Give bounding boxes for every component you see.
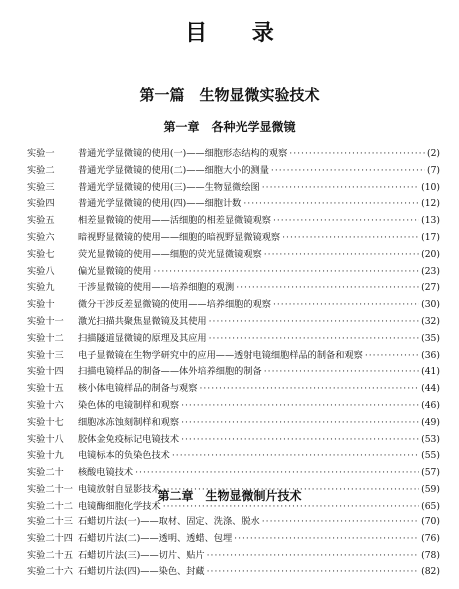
toc-entry-number: 实验二十三 [27,516,73,527]
dot-leader [273,297,419,314]
toc-entry-number: 实验六 [27,231,55,243]
toc-entry-title: 电镜放射自显影技术 [78,483,161,495]
dot-leader [181,398,419,415]
toc-entry-number: 实验十五 [27,383,64,395]
toc-entry-page: (36) [421,349,440,361]
toc-entry-page: (49) [421,416,440,428]
toc-entry-title: 激光扫描共聚焦显微镜及其使用 [78,315,207,327]
chapter-title: 第二章 生物显微制片技术 [157,489,302,503]
toc-entry [27,163,440,180]
toc-entry-number: 实验二十六 [27,566,73,578]
toc-entry-title: 细胞冰冻蚀刻制样和观察 [78,416,180,428]
toc-entry-number: 实验八 [27,265,55,277]
toc-entry [27,348,440,365]
dot-leader [262,180,419,197]
toc-entry-title: 核小体电镜样品的制备与观察 [78,383,198,395]
toc-entry [27,146,440,163]
toc-entry-page: (55) [421,450,440,462]
toc-entry-number: 实验五 [27,215,55,227]
page-title: 目 录 [185,20,274,46]
toc-entry-page: (27) [421,282,440,294]
toc-entry-number: 实验十四 [27,366,64,378]
toc-entry-number: 实验十六 [27,399,64,411]
toc-entry [27,331,440,348]
toc-entry-page: (10) [421,181,440,193]
part-title: 第一篇 生物显微实验技术 [139,86,320,104]
toc-entry-page: (32) [421,315,440,327]
toc-entry [27,381,440,398]
toc-entry-title: 石蜡切片法(四)——染色、封藏 [78,566,205,578]
toc-entry [27,280,440,297]
toc-entry-page: (78) [421,549,440,561]
toc-entry-number: 实验二十 [27,467,64,479]
toc-entry-page: (13) [421,215,440,227]
toc-entry-title: 普通光学显微镜的使用(一)——细胞形态结构的观察 [78,148,288,159]
toc-entry [27,196,440,213]
dot-leader [181,432,419,449]
toc-entry-number: 实验十八 [27,433,64,445]
toc-entry [27,432,440,449]
toc-entry-title: 胶体金免疫标记电镜技术 [78,433,180,445]
toc-entry-title: 石蜡切片法(二)——透明、透蜡、包埋 [78,532,233,544]
toc-entry [27,364,440,381]
dot-leader [209,331,420,348]
toc-entry-page: (53) [421,433,440,445]
toc-entry-number: 实验一 [27,148,55,159]
toc-entry-page: (82) [421,566,440,578]
toc-entry-title: 电镜标本的负染色技术 [78,450,170,462]
toc-entry-page: (59) [421,483,440,495]
toc-entry [27,531,440,548]
dot-leader [181,415,419,432]
toc-entry-number: 实验二十一 [27,483,73,495]
toc-entry-page: (12) [421,198,440,210]
toc-entry-page: (30) [421,299,440,311]
toc-entry [27,213,440,230]
toc-entry-page: (44) [421,383,440,395]
dot-leader [135,465,419,482]
toc-entry-page: (2) [426,148,440,159]
toc-entry-number: 实验七 [27,248,55,260]
toc-entry-title: 染色体的电镜制样和观察 [78,399,180,411]
toc-entry-number: 实验二十五 [27,549,73,561]
toc-list-chapter1 [27,146,440,516]
toc-entry [27,398,440,415]
toc-entry-title: 干涉显微镜的使用——培养细胞的观测 [78,282,235,294]
toc-entry [27,180,440,197]
toc-entry-number: 实验二十二 [27,500,73,512]
toc-entry-number: 实验十二 [27,332,64,344]
toc-entry-title: 偏光显微镜的使用 [78,265,152,277]
toc-entry-number: 实验十一 [27,315,64,327]
toc-entry-number: 实验十 [27,299,55,311]
toc-entry-page: (65) [421,500,440,512]
toc-entry-title: 普通光学显微镜的使用(二)——细胞大小的测量 [78,164,269,176]
dot-leader [236,280,419,297]
toc-entry-title: 荧光显微镜的使用——细胞的荧光显微镜观察 [78,248,262,260]
dot-leader [207,564,420,581]
toc-entry [27,564,440,581]
dot-leader [264,364,419,381]
toc-entry-page: (70) [421,516,440,527]
toc-entry-title: 石蜡切片法(三)——切片、贴片 [78,549,205,561]
chapter-title: 第一章 各种光学显微镜 [163,120,296,134]
toc-entry [27,247,440,264]
dot-leader [154,264,420,281]
toc-entry [27,548,440,565]
toc-entry-title: 微分干涉反差显微镜的使用——培养细胞的观察 [78,299,271,311]
toc-entry-number: 实验四 [27,198,55,210]
toc-entry-title: 扫描隧道显微镜的原理及其应用 [78,332,207,344]
toc-entry-number: 实验二十四 [27,532,73,544]
dot-leader [207,548,420,565]
toc-entry-title: 暗视野显微镜的使用——细胞的暗视野显微镜观察 [78,231,281,243]
toc-entry [27,448,440,465]
toc-entry-title: 相差显微镜的使用——活细胞的相差显微镜观察 [78,215,271,227]
toc-entry-page: (23) [421,265,440,277]
dot-leader [264,247,419,264]
toc-entry-page: (57) [421,467,440,479]
toc-entry-number: 实验九 [27,282,55,294]
toc-entry [27,465,440,482]
toc-entry-page: (7) [426,164,440,176]
toc-entry [27,415,440,432]
dot-leader [271,163,425,180]
dot-leader [199,381,419,398]
toc-entry-title: 普通光学显微镜的使用(四)——细胞计数 [78,198,242,210]
toc-entry-title: 石蜡切片法(一)——取材、固定、洗涤、脱水 [78,516,260,527]
dot-leader [365,348,419,365]
toc-entry-title: 电镜酶细胞化学技术 [78,500,161,512]
dot-leader [273,213,419,230]
dot-leader [234,531,419,548]
dot-leader [172,448,419,465]
toc-entry [27,264,440,281]
dot-leader [243,196,419,213]
toc-entry-page: (41) [421,366,440,378]
toc-entry [27,314,440,331]
toc-entry [27,514,440,531]
toc-entry-number: 实验三 [27,181,55,193]
toc-entry-title: 普通光学显微镜的使用(三)——生物显微绘图 [78,181,260,193]
toc-entry-title: 扫描电镜样品的制备——体外培养细胞的制备 [78,366,262,378]
toc-entry-number: 实验十七 [27,416,64,428]
toc-entry-title: 电子显微镜在生物学研究中的应用——透射电镜细胞样品的制备和观察 [78,349,363,361]
toc-entry [27,297,440,314]
toc-entry-number: 实验十三 [27,349,64,361]
toc-entry-number: 实验二 [27,164,55,176]
dot-leader [209,314,420,331]
toc-entry-page: (46) [421,399,440,411]
toc-entry-page: (17) [421,231,440,243]
dot-leader [289,146,425,163]
toc-entry-number: 实验十九 [27,450,64,462]
toc-list-chapter2 [27,514,440,581]
dot-leader [282,230,419,247]
toc-entry-page: (35) [421,332,440,344]
toc-entry-title: 核酸电镜技术 [78,467,134,479]
toc-entry-page: (20) [421,248,440,260]
dot-leader [262,514,419,531]
toc-entry [27,230,440,247]
toc-entry-page: (76) [421,532,440,544]
